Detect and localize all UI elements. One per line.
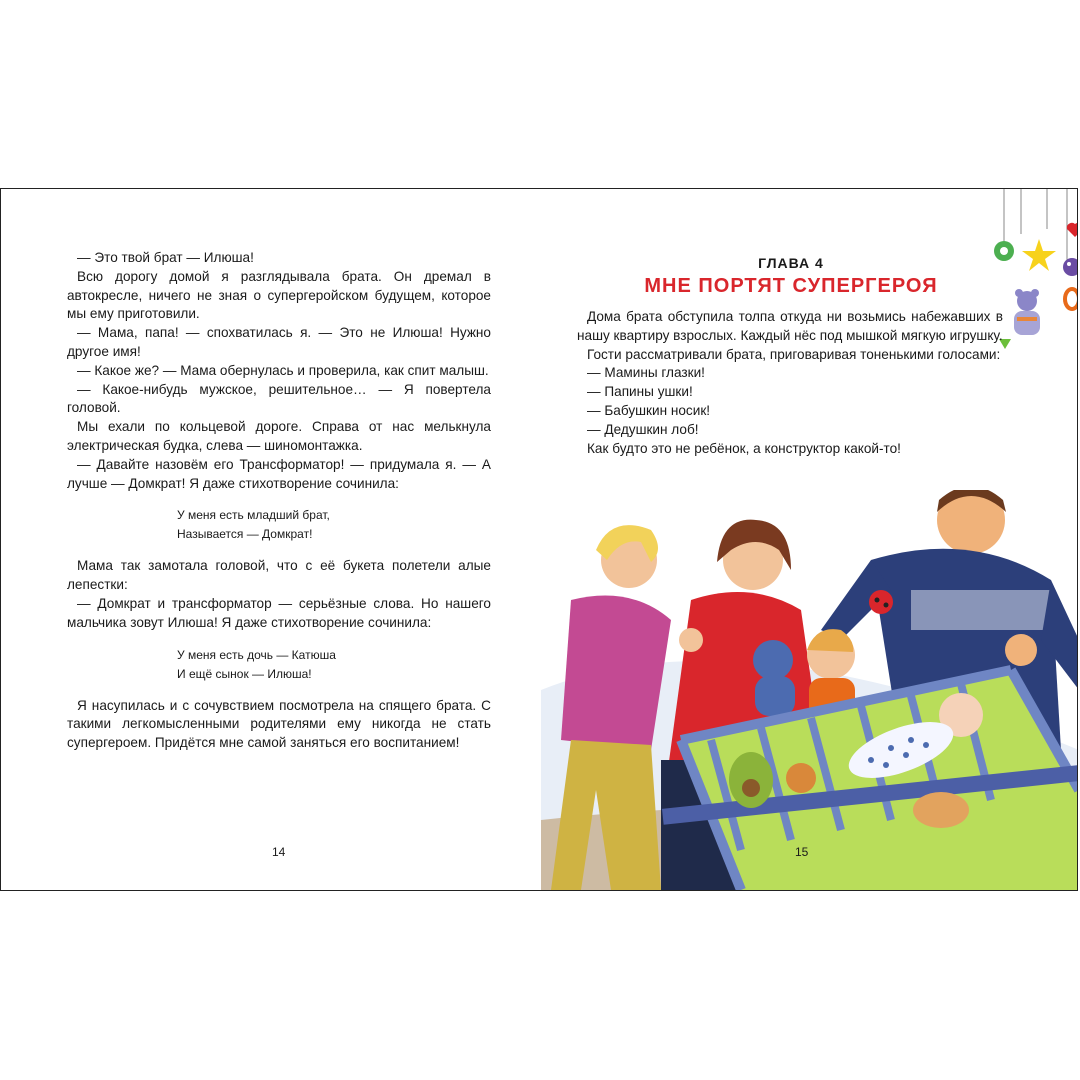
paragraph: Я насупилась и с сочувствием посмотрела на спящего брата. С такими легкомысленными родителями ему никогда не стать супергероем. Придётся мне самой заняться его воспитанием! [67, 697, 491, 751]
paragraph: — Домкрат и трансформатор — серьёзные слова. Но нашего мальчика зовут Илюша! Я даже стихотворение сочинила: [67, 595, 491, 630]
left-page-text [67, 249, 491, 753]
paragraph: — Папины ушки! [587, 384, 693, 400]
poem-line: И ещё сынок — Илюша! [177, 666, 312, 681]
left-page [1, 189, 541, 890]
page-number: 14 [272, 845, 286, 859]
paragraph: Мы ехали по кольцевой дороге. Справа от нас мелькнула электрическая будка, слева — шиномонтажка. [67, 419, 491, 453]
right-page-text [577, 308, 1003, 458]
poem-brother [177, 506, 491, 544]
paragraph: — Какое-нибудь мужское, решительное… — Я повертела головой. [67, 381, 491, 416]
paragraph: — Мама, папа! — спохватилась я. — Это не Илюша! Нужно другое имя! [67, 325, 491, 359]
poem-line: Называется — Домкрат! [177, 527, 313, 542]
chapter-label: ГЛАВА 4 [758, 255, 824, 271]
poem-line: У меня есть дочь — Катюша [177, 647, 336, 662]
paragraph: — Дедушкин лоб! [587, 421, 699, 437]
chapter-title: МНЕ ПОРТЯТ СУПЕРГЕРОЯ [644, 275, 938, 297]
paragraph: — Это твой брат — Илюша! [77, 250, 254, 265]
poem-line: У меня есть младший брат, [177, 508, 330, 523]
book-spread [0, 188, 1078, 891]
paragraph: — Какое же? — Мама обернулась и проверила, как спит малыш. [77, 362, 489, 378]
paragraph: Как будто это не ребёнок, а конструктор какой-то! [587, 440, 901, 456]
paragraph: Дома брата обступила толпа откуда ни возьмись набежавших в нашу квартиру взрослых. Каждый нёс под мышкой мягкую игрушку. [577, 309, 1003, 343]
paragraph: — Бабушкин носик! [587, 402, 711, 418]
page-number: 15 [795, 845, 809, 859]
paragraph: Мама так замотала головой, что с её букета полетели алые лепестки: [67, 558, 491, 593]
paragraph: — Мамины глазки! [587, 365, 705, 381]
paragraph: — Давайте назовём его Трансформатор! — придумала я. — А лучше — Домкрат! Я даже стихотворение сочинила: [67, 456, 491, 491]
family-crib-illustration [541, 490, 1078, 890]
paragraph: Гости рассматривали брата, приговаривая тоненькими голосами: [587, 346, 1001, 362]
poem-daughter [177, 646, 491, 684]
paragraph: Всю дорогу домой я разглядывала брата. Он дремал в автокресле, ничего не зная о супергеройском будущем, которое мы ему приготовили. [67, 268, 491, 322]
right-page [541, 189, 1078, 890]
